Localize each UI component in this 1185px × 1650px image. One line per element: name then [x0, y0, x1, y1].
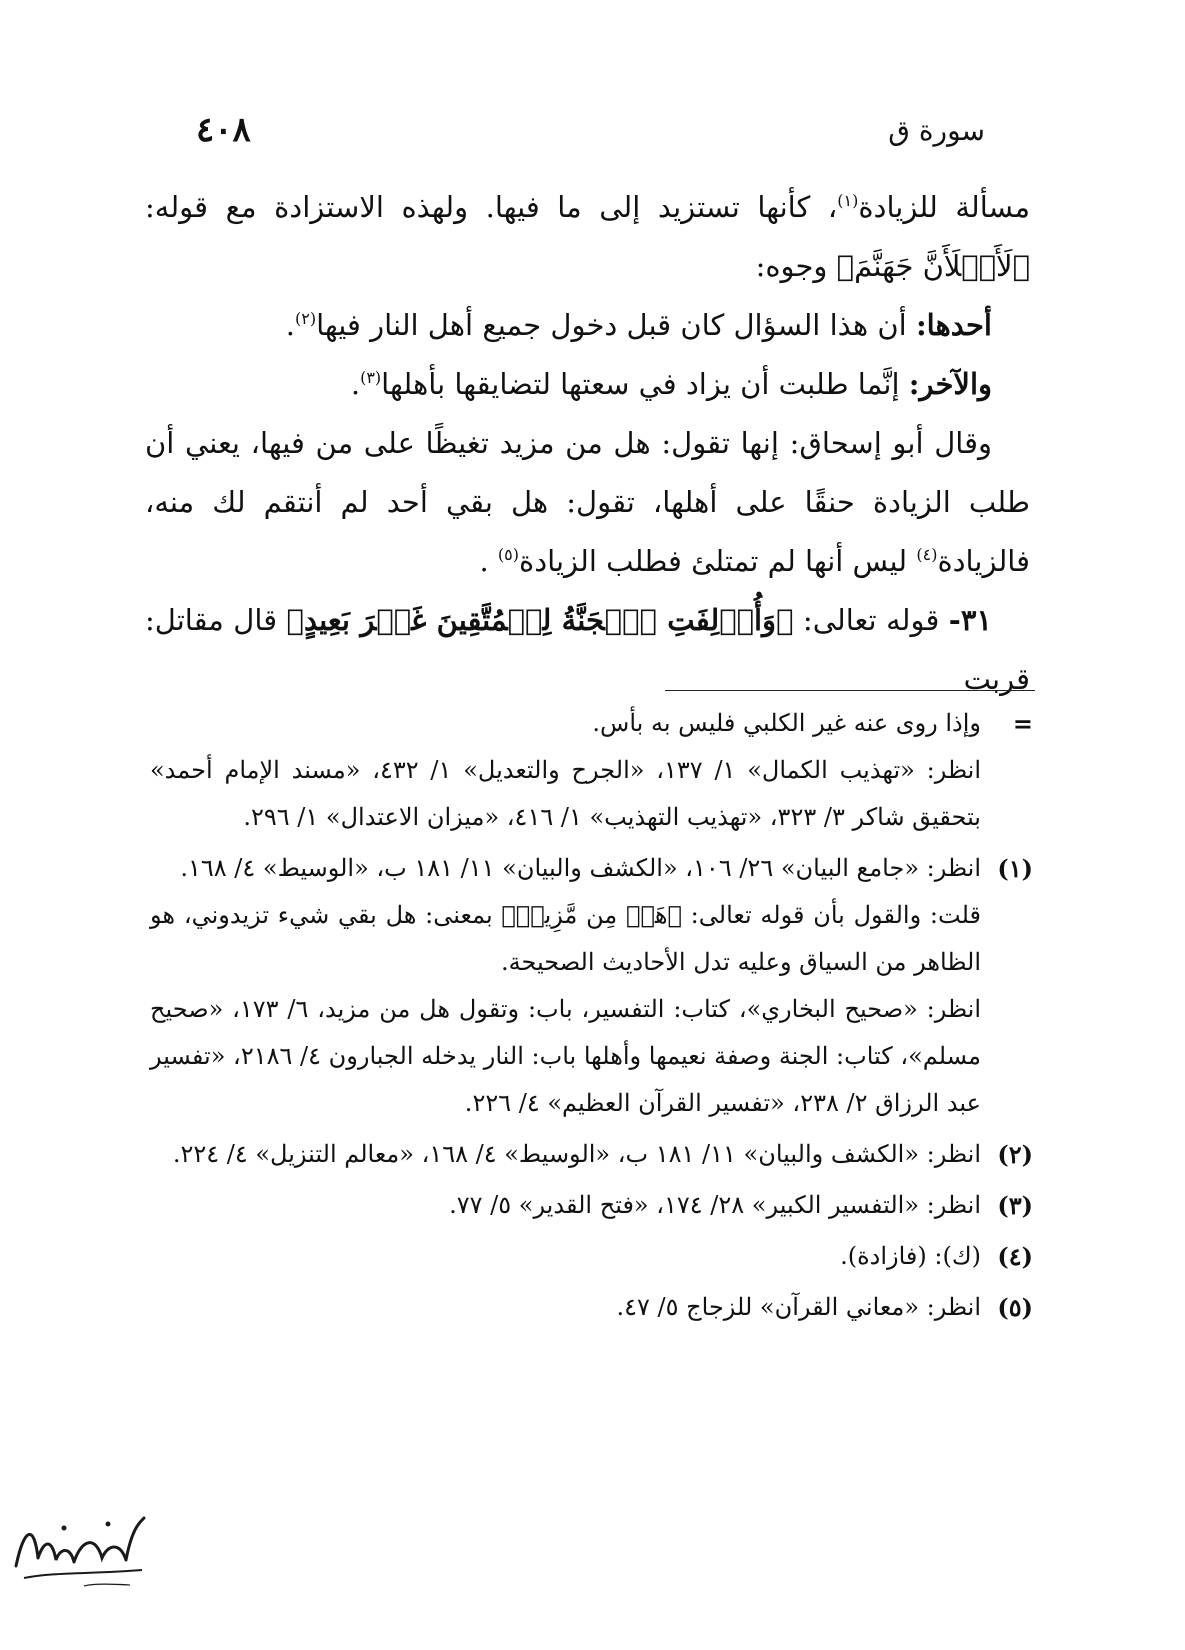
surah-title: سورة ق [888, 113, 985, 147]
first-text: أن هذا السؤال كان قبل دخول جميع أهل النار فيها [316, 308, 916, 342]
footnote-text: انظر: «التفسير الكبير» ٢٨/ ١٧٤، «فتح القدير» ٥/ ٧٧. [449, 1191, 981, 1219]
quran-verse: ﴿وَأُزۡلِفَتِ ٱلۡجَنَّةُ لِلۡمُتَّقِينَ غَيۡرَ بَعِيدٍ﴾ [286, 603, 794, 637]
footnote-marker: (٢) [997, 1140, 1033, 1169]
ayah-commentary: قال مقاتل: قربت [145, 603, 1030, 696]
footnote-marker: (١) [997, 854, 1033, 883]
footnote-body [150, 845, 981, 1127]
period: . [285, 308, 295, 342]
footnotes [150, 700, 1033, 1335]
footnote-text: انظر: «تهذيب الكمال» ١/ ١٣٧، «الجرح والتعديل» ١/ ٤٣٢، «مسند الإمام أحمد» بتحقيق شاكر ٣/ ٣٢٣، «تهذيب التهذيب» ١/ ٤١٦، «ميزان الاعتدال» ١/ ٢٩٦. [150, 756, 982, 831]
ayah-number: ٣١- [948, 603, 992, 637]
paragraph-ayah-31 [145, 591, 1030, 709]
footnote-body [150, 1284, 981, 1331]
footnote-text: وإذا روى عنه غير الكلبي فليس به بأس. [592, 709, 981, 737]
footnote-marker: = [1012, 709, 1033, 738]
footnote-3 [150, 1182, 1033, 1229]
footnote-text: قلت: والقول بأن قوله تعالى: ﴿هَلۡ مِن مَّزِيدٖ﴾ بمعنى: هل بقي شيء تزيدوني، هو الظاهر من السياق وعليه تدل الأحاديث الصحيحة. [150, 901, 981, 976]
opening-text: مسألة للزيادة [858, 190, 1030, 224]
footnote-divider [665, 690, 1035, 691]
abu-ishaq-text: وقال أبو إسحاق: إنها تقول: هل من مزيد تغيظًا على من فيها، يعني أن طلب الزيادة حنقًا على أهلها، تقول: هل بقي أحد لم أنتقم لك منه، فالزيادة [145, 426, 1030, 578]
footnote-body [150, 1233, 981, 1280]
opening-end: وجوه: [755, 249, 837, 283]
footnote-2 [150, 1131, 1033, 1178]
page-header [196, 108, 985, 152]
footnote-text: انظر: «الكشف والبيان» ١١/ ١٨١ ب، «الوسيط» ٤/ ١٦٨، «معالم التنزيل» ٤/ ٢٢٤. [172, 1140, 981, 1168]
footnote-text: انظر: «صحيح البخاري»، كتاب: التفسير، باب: وتقول هل من مزيد، ٦/ ١٧٣، «صحيح مسلم»، كتاب: الجنة وصفة نعيمها وأهلها باب: النار يدخله الجبارون ٤/ ٢١٨٦، «تفسير عبد الرزاق ٢/ ٢٣٨، «تفسير القرآن العظيم» ٤/ ٢٢٦. [150, 995, 981, 1117]
period: . [350, 367, 361, 401]
second-text: إنَّما طلبت أن يزاد في سعتها لتضايقها بأهلها [381, 367, 909, 401]
ayah-intro: قوله تعالى: [793, 603, 949, 637]
page-number: ٤٠٨ [196, 110, 251, 150]
footnote-body [150, 700, 981, 841]
paragraph-abu-ishaq [145, 414, 1030, 591]
second-label: والآخر: [908, 367, 992, 401]
quran-verse: ﴿لَأَمۡلَأَنَّ جَهَنَّمَ﴾ [836, 249, 1030, 283]
footnote-ref[interactable]: (٣) [360, 368, 382, 387]
footnote-ref[interactable]: (١) [837, 191, 859, 210]
paragraph-first-view [145, 296, 1030, 355]
footnote-continuation [150, 700, 1033, 841]
footnote-marker: (٣) [997, 1191, 1033, 1220]
period: . [479, 544, 498, 578]
footnote-1 [150, 845, 1033, 1127]
footnote-5 [150, 1284, 1033, 1331]
abu-ishaq-text-2: ليس أنها لم تمتلئ فطلب الزيادة [519, 544, 917, 578]
footnote-marker: (٤) [997, 1242, 1033, 1271]
first-label: أحدها: [915, 308, 992, 342]
paragraph-second-view [145, 355, 1030, 414]
footnote-marker: (٥) [997, 1293, 1033, 1322]
footnote-text: (ك): (فازادة). [840, 1242, 981, 1270]
calligraphy-logo-icon [4, 1488, 154, 1598]
footnote-body [150, 1131, 981, 1178]
footnote-text: انظر: «معاني القرآن» للزجاج ٥/ ٤٧. [616, 1293, 981, 1321]
footnote-ref[interactable]: (٥) [497, 545, 519, 564]
main-text [145, 178, 1030, 709]
footnote-text: انظر: «جامع البيان» ٢٦/ ١٠٦، «الكشف والبيان» ١١/ ١٨١ ب، «الوسيط» ٤/ ١٦٨. [180, 854, 981, 882]
footnote-ref[interactable]: (٤) [916, 545, 938, 564]
footnote-body [150, 1182, 981, 1229]
footnote-4 [150, 1233, 1033, 1280]
footnote-ref[interactable]: (٢) [294, 309, 317, 328]
paragraph-opening [145, 178, 1030, 296]
opening-rest: ، كأنها تستزيد إلى ما فيها. ولهذه الاستزادة مع قوله: [145, 190, 838, 224]
